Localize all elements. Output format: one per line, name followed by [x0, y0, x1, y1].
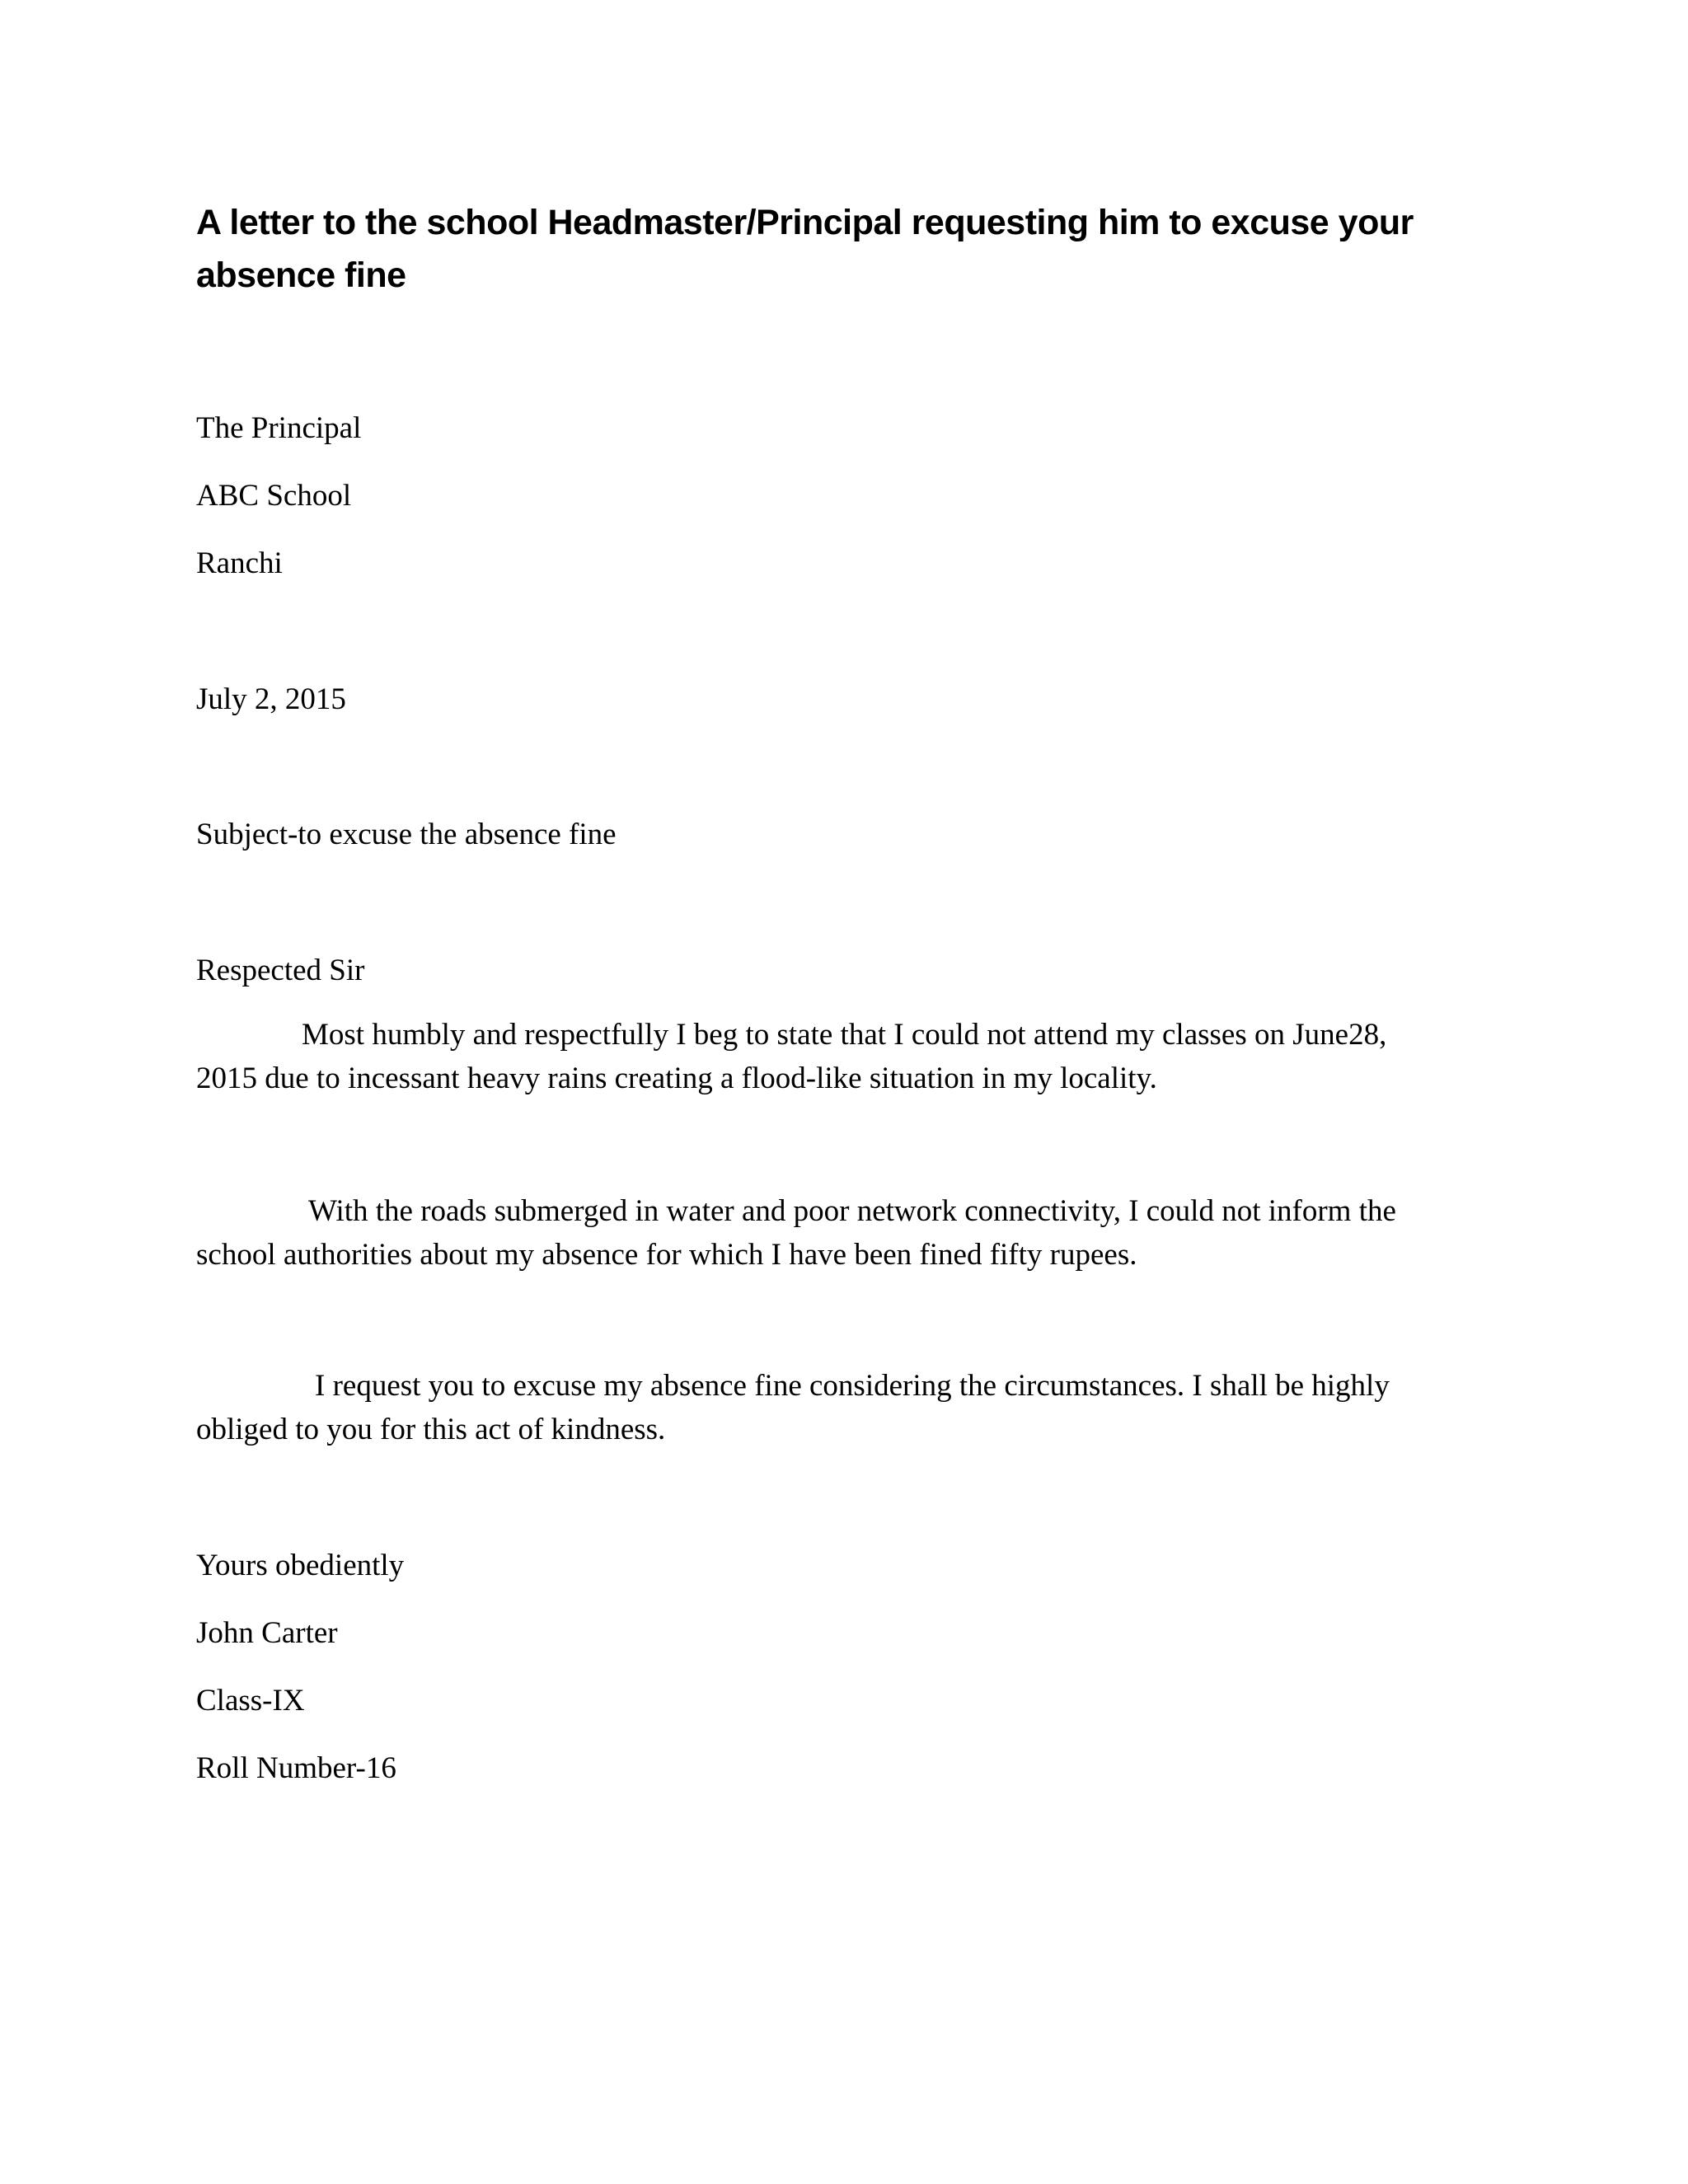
letter-closing: Yours obediently	[196, 1549, 405, 1582]
recipient-title: The Principal	[196, 411, 362, 445]
recipient-school: ABC School	[196, 479, 352, 513]
paragraph-1-line-1: Most humbly and respectfully I beg to state that I could not attend my classes on June28,	[302, 1018, 1387, 1052]
letter-salutation: Respected Sir	[196, 954, 365, 987]
recipient-city: Ranchi	[196, 546, 283, 580]
paragraph-2-line-1: With the roads submerged in water and poor network connectivity, I could not inform the	[308, 1194, 1396, 1228]
body-paragraph-2	[196, 1189, 1482, 1277]
signature-name: John Carter	[196, 1616, 338, 1650]
heading-line-1: A letter to the school Headmaster/Principal requesting him to excuse your	[196, 203, 1414, 242]
body-paragraph-1	[196, 1013, 1482, 1100]
heading-line-2: absence fine	[196, 255, 406, 295]
paragraph-3-line-2: obliged to you for this act of kindness.	[196, 1413, 666, 1446]
signature-roll-number: Roll Number-16	[196, 1751, 396, 1785]
paragraph-3-line-1: I request you to excuse my absence fine considering the circumstances. I shall be highly	[315, 1369, 1390, 1403]
signature-class: Class-IX	[196, 1684, 305, 1718]
body-paragraph-3	[196, 1364, 1482, 1451]
paragraph-2-line-2: school authorities about my absence for which I have been fined fifty rupees.	[196, 1238, 1137, 1272]
paragraph-1-line-2: 2015 due to incessant heavy rains creating a flood-like situation in my locality.	[196, 1062, 1157, 1095]
letter-heading	[196, 196, 1482, 302]
letter-date: July 2, 2015	[196, 682, 346, 716]
letter-subject: Subject-to excuse the absence fine	[196, 818, 617, 851]
